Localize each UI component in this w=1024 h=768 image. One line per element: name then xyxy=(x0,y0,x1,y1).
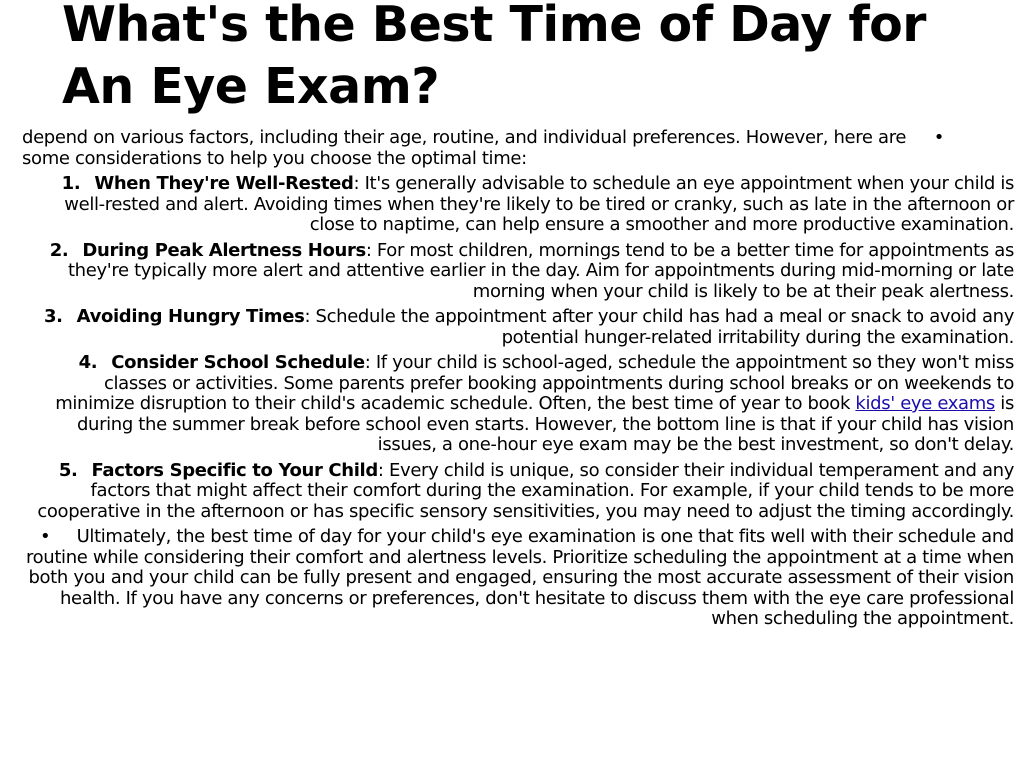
list-item-text: : For most children, mornings tend to be a better time for appointments as they're typically more alert and attentive earlier in the day. Aim for appointments during mid-morning or late morning when your child is likely to be at their peak alertness. xyxy=(67,239,1014,302)
list-item-peak-alertness xyxy=(22,241,1014,303)
list-item-text: : It's generally advisable to schedule an eye appointment when your child is well-rested and alert. Avoiding times when they're likely to be tired or cranky, such as late in the afternoon or close to naptime, can help ensure a smoother and more productive examination. xyxy=(64,173,1014,235)
list-item-text: : Schedule the appointment after your child has had a meal or snack to avoid any potential hunger-related irritability during the examination. xyxy=(304,306,1014,348)
closing-text: Ultimately, the best time of day for your child's eye examination is one that fits well with their schedule and routine while considering their comfort and alertness levels. Prioritize scheduling the appointment at a time when both you and your child can be fully present and engaged, ensuring the most accurate assessment of their vision health. If you have any concerns or preferences, don't hesitate to discuss them with the eye care professional when scheduling the appointment. xyxy=(25,526,1014,629)
list-item-text: : If your child is school-aged, schedule the appointment so they won't miss classes or activities. Some parents prefer booking appointments during school breaks or on weekends to minimize disruption to their child's academic schedule. Often, the best time of year to book xyxy=(55,352,1014,414)
list-item-school-schedule xyxy=(22,353,1014,456)
list-item-heading: Consider School Schedule xyxy=(111,352,365,373)
closing-bullet: • xyxy=(40,526,51,547)
list-item-text-continued: is during the summer break before school even starts. However, the bottom line is that if your child has vision issues, a one-hour eye exam may be the best investment, so don't delay. xyxy=(76,393,1014,455)
list-item-number: 4. xyxy=(78,352,98,373)
list-item-number: 2. xyxy=(49,239,69,261)
list-item-number: 3. xyxy=(43,306,63,327)
list-item-heading: When They're Well-Rested xyxy=(94,173,354,194)
intro-text: depend on various factors, including their age, routine, and individual preferences. However, here are some considerations to help you choose the optimal time: xyxy=(22,127,907,169)
list-item-specific-factors xyxy=(22,461,1014,523)
intro-paragraph xyxy=(22,128,1014,169)
list-item-heading: Avoiding Hungry Times xyxy=(76,306,305,327)
list-item-heading: During Peak Alertness Hours xyxy=(82,239,366,261)
list-item-text: : Every child is unique, so consider their individual temperament and any factors that might affect their comfort during the examination. For example, if your child tends to be more cooperative in the afternoon or has specific sensory sensitivities, you may need to adjust the timing accordingly. xyxy=(37,459,1014,522)
kids-eye-exams-link[interactable]: kids' eye exams xyxy=(855,393,995,414)
intro-bullet: • xyxy=(933,127,944,148)
article-body xyxy=(22,128,1014,630)
list-item-well-rested xyxy=(22,174,1014,236)
list-item-number: 1. xyxy=(61,173,81,194)
page-title: What's the Best Time of Day for An Eye Exam? xyxy=(62,0,926,115)
list-item-number: 5. xyxy=(58,459,78,481)
list-item-hungry-times xyxy=(22,307,1014,348)
closing-paragraph xyxy=(22,527,1014,630)
list-item-heading: Factors Specific to Your Child xyxy=(91,459,378,481)
